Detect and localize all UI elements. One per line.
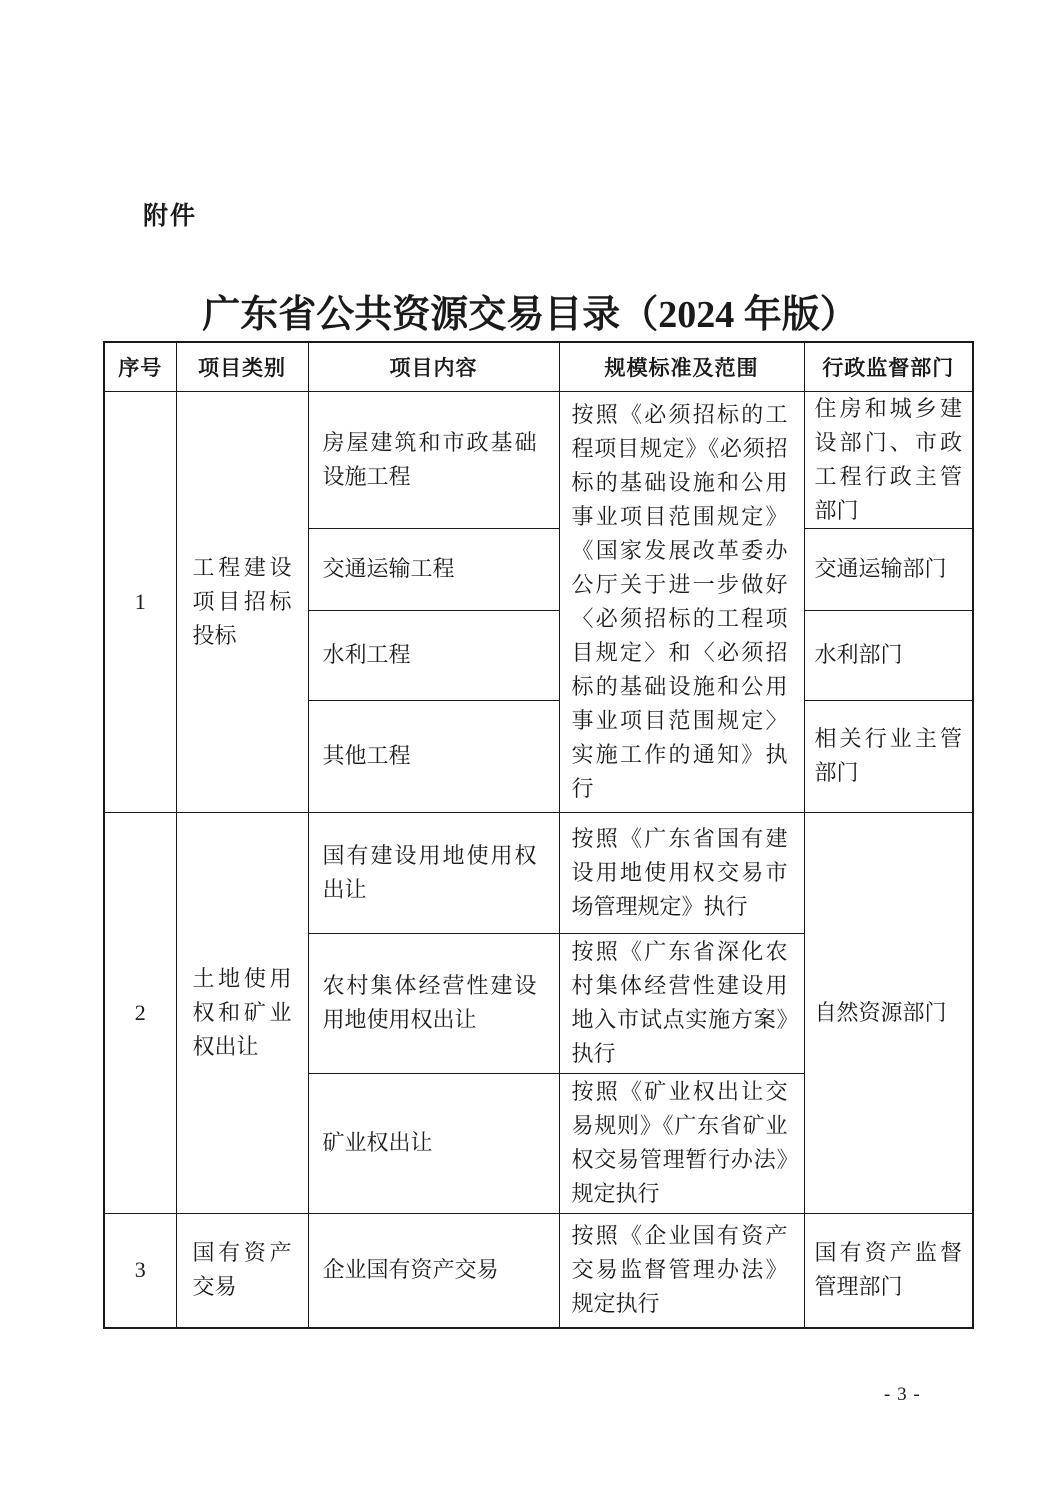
table-header-row [104, 342, 973, 391]
scale-cell: 按照《企业国有资产交易监督管理办法》规定执行 [559, 1213, 804, 1328]
supervisor-cell: 交通运输部门 [804, 528, 973, 610]
category-cell: 国有资产交易 [176, 1213, 308, 1328]
content-cell: 房屋建筑和市政基础设施工程 [308, 391, 559, 528]
content-cell: 国有建设用地使用权出让 [308, 812, 559, 933]
content-cell: 水利工程 [308, 610, 559, 700]
scale-cell: 按照《广东省国有建设用地使用权交易市场管理规定》执行 [559, 812, 804, 933]
column-header-supervisor: 行政监督部门 [804, 342, 973, 391]
row-number-cell: 2 [104, 812, 176, 1213]
scale-cell: 按照《必须招标的工程项目规定》《必须招标的基础设施和公用事业项目范围规定》《国家发展改革委办公厅关于进一步做好〈必须招标的工程项目规定〉和〈必须招标的基础设施和公用事业项目范围规定〉实施工作的通知》执行 [559, 391, 804, 812]
supervisor-cell: 住房和城乡建设部门、市政工程行政主管部门 [804, 391, 973, 528]
scale-cell: 按照《广东省深化农村集体经营性建设用地入市试点实施方案》执行 [559, 933, 804, 1073]
category-cell: 工程建设项目招标投标 [176, 391, 308, 812]
column-header-category: 项目类别 [176, 342, 308, 391]
content-cell: 企业国有资产交易 [308, 1213, 559, 1328]
table-row [104, 812, 973, 933]
supervisor-cell: 相关行业主管部门 [804, 700, 973, 812]
content-cell: 农村集体经营性建设用地使用权出让 [308, 933, 559, 1073]
table-row [104, 391, 973, 528]
row-number-cell: 3 [104, 1213, 176, 1328]
page-title: 广东省公共资源交易目录（2024 年版） [202, 294, 858, 336]
catalog-table [103, 341, 974, 1329]
content-cell: 其他工程 [308, 700, 559, 812]
column-header-no: 序号 [104, 342, 176, 391]
scale-cell: 按照《矿业权出让交易规则》《广东省矿业权交易管理暂行办法》规定执行 [559, 1073, 804, 1213]
column-header-scale: 规模标准及范围 [559, 342, 804, 391]
row-number-cell: 1 [104, 391, 176, 812]
supervisor-cell: 自然资源部门 [804, 812, 973, 1213]
attachment-label: 附件 [143, 202, 198, 230]
content-cell: 矿业权出让 [308, 1073, 559, 1213]
content-cell: 交通运输工程 [308, 528, 559, 610]
table-row [104, 1213, 973, 1328]
supervisor-cell: 水利部门 [804, 610, 973, 700]
page-number: - 3 - [884, 1384, 921, 1405]
column-header-content: 项目内容 [308, 342, 559, 391]
supervisor-cell: 国有资产监督管理部门 [804, 1213, 973, 1328]
category-cell: 土地使用权和矿业权出让 [176, 812, 308, 1213]
